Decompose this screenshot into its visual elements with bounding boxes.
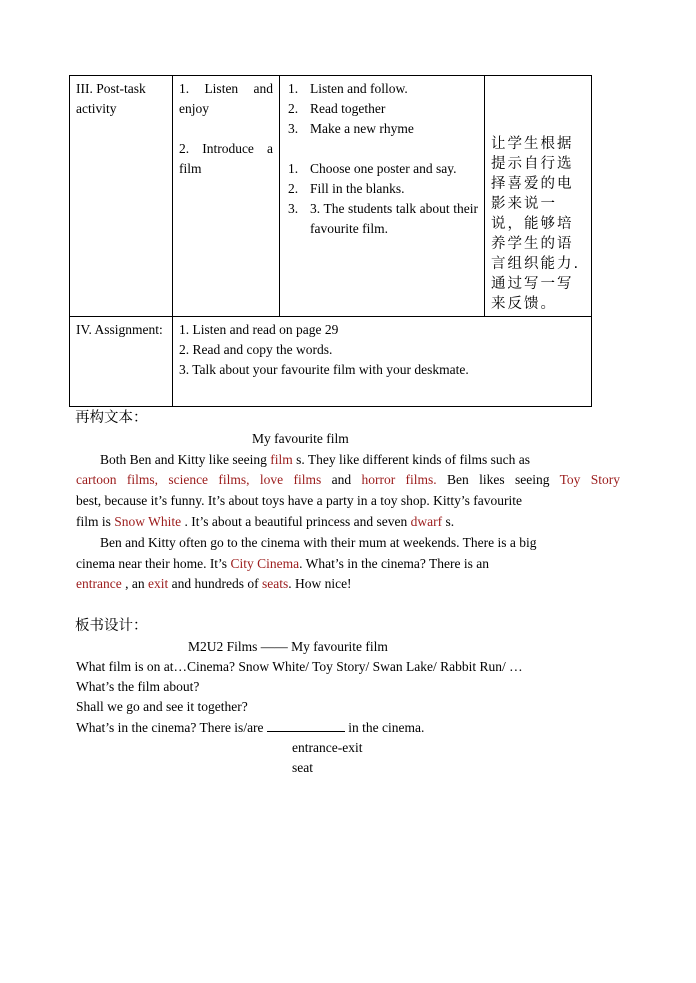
keyword-cartoon: cartoon films, (76, 472, 158, 487)
rewrite-title: My favourite film (252, 431, 349, 446)
assignment-item: 1. Listen and read on page 29 (179, 322, 339, 337)
paragraph-1-line-4: film is Snow White . It’s about a beautiful princess and seven dwarf s. (76, 514, 455, 529)
purpose-cell (485, 76, 592, 317)
keyword-film: film (270, 452, 293, 467)
board-line-5: entrance-exit (292, 740, 363, 755)
board-line-6: seat (292, 760, 313, 775)
list-item: 1. Choose one poster and say. (288, 161, 457, 176)
keyword-horror: horror films. (361, 472, 437, 487)
steps-cell (173, 76, 280, 317)
list-item: 1. Listen and follow. (288, 81, 408, 96)
fill-blank (267, 717, 345, 732)
step-2: 2. Introduce a film (179, 141, 273, 176)
list-item: 3. 3. The students talk about their favourite film. (288, 201, 478, 236)
activities-cell (280, 76, 485, 317)
assignment-item: 2. Read and copy the words. (179, 342, 333, 357)
board-line-2: What’s the film about? (76, 679, 200, 694)
list-item: 3. Make a new rhyme (288, 121, 414, 136)
assignment-cell (173, 317, 592, 407)
lesson-plan-table (69, 75, 592, 407)
stage-label: III. Post-task activity (76, 81, 146, 116)
stage-cell (70, 317, 173, 407)
step-1: 1. Listen and enjoy (179, 81, 273, 116)
board-title: M2U2 Films —— My favourite film (188, 639, 388, 654)
keyword-seats: seats (261, 576, 289, 591)
list-item: 2. Read together (288, 101, 386, 116)
board-line-4: What’s in the cinema? There is/are in the cinema. (76, 717, 424, 738)
assignment-item: 3. Talk about your favourite film with your deskmate. (179, 362, 469, 377)
keyword-love: love films (259, 472, 322, 487)
purpose-text: 让学生根据提示自行选择喜爱的电影来说一说，能够培养学生的语言组织能力.通过写一写来反馈。 (491, 136, 581, 312)
keyword-snow-white: Snow White (114, 514, 182, 529)
stage-cell (70, 76, 173, 317)
board-line-3: Shall we go and see it together? (76, 699, 248, 714)
keyword-exit: exit (147, 576, 169, 591)
table-row-assignment (70, 317, 592, 407)
table-row-post-task (70, 76, 592, 317)
keyword-entrance: entrance (76, 576, 122, 591)
list-item: 2. Fill in the blanks. (288, 181, 405, 196)
paragraph-2-line-3: entrance , an exit and hundreds of seats. How nice! (76, 576, 352, 591)
paragraph-2-line-1: Ben and Kitty often go to the cinema with their mum at weekends. There is a big (100, 535, 537, 550)
keyword-dwarf: dwarf (410, 514, 443, 529)
board-line-1: What film is on at…Cinema? Snow White/ Toy Story/ Swan Lake/ Rabbit Run/ … (76, 659, 523, 674)
paragraph-1-line-3: best, because it’s funny. It’s about toys have a party in a toy shop. Kitty’s favourite (76, 493, 523, 508)
rewrite-heading: 再构文本： (75, 410, 148, 426)
paragraph-1-line-1: Both Ben and Kitty like seeing film s. They like different kinds of films such as (100, 452, 530, 467)
keyword-city-cinema: City Cinema (230, 556, 300, 571)
keyword-toy-story: Toy Story (559, 472, 621, 487)
keyword-science: science films, (168, 472, 250, 487)
board-heading: 板书设计： (75, 618, 148, 634)
paragraph-2-line-2: cinema near their home. It’s City Cinema. What’s in the cinema? There is an (76, 556, 490, 571)
stage-label: IV. Assignment: (76, 322, 163, 337)
paragraph-1-line-2: cartoon films, science films, love films and horror films. Ben likes seeing Toy Story (76, 472, 621, 487)
